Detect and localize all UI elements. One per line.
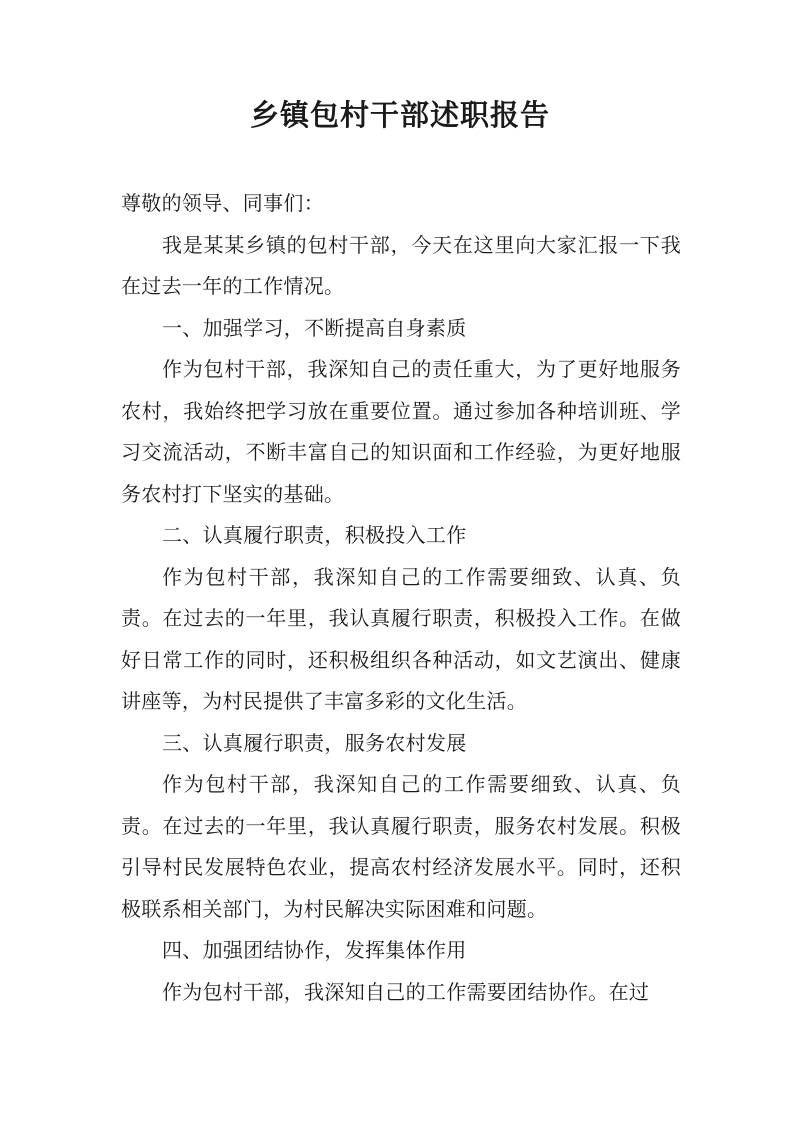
section-heading-1: 一、加强学习，不断提高自身素质 [162, 315, 467, 340]
section-heading-2: 二、认真履行职责，积极投入工作 [162, 523, 467, 547]
paragraph-section-1: 作为包村干部，我深知自己的责任重大，为了更好地服务农村，我始终把学习放在重要位置。通过参加各种培训班、学习交流活动，不断丰富自己的知识面和工作经验，为更好地服务农村打下坚实的基础。 [121, 357, 681, 506]
paragraph-intro: 我是某某乡镇的包村干部，今天在这里向大家汇报一下我在过去一年的工作情况。 [121, 232, 681, 298]
section-heading-4: 四、加强团结协作，发挥集体作用 [162, 938, 467, 962]
document-body [121, 183, 681, 1013]
paragraph-section-2: 作为包村干部，我深知自己的工作需要细致、认真、负责。在过去的一年里，我认真履行职责，积极投入工作。在做好日常工作的同时，还积极组织各种活动，如文艺演出、健康讲座等，为村民提供了丰富多彩的文化生活。 [121, 564, 681, 713]
section-heading-3: 三、认真履行职责，服务农村发展 [162, 730, 467, 755]
paragraph-section-4: 作为包村干部，我深知自己的工作需要团结协作。在过 [162, 979, 650, 1004]
document-title: 乡镇包村干部述职报告 [249, 98, 550, 132]
paragraph-section-3: 作为包村干部，我深知自己的工作需要细致、认真、负责。在过去的一年里，我认真履行职责，服务农村发展。积极引导村民发展特色农业，提高农村经济发展水平。同时，还积极联系相关部门，为村民解决实际困难和问题。 [121, 772, 681, 921]
salutation: 尊敬的领导、同事们： [121, 191, 324, 215]
